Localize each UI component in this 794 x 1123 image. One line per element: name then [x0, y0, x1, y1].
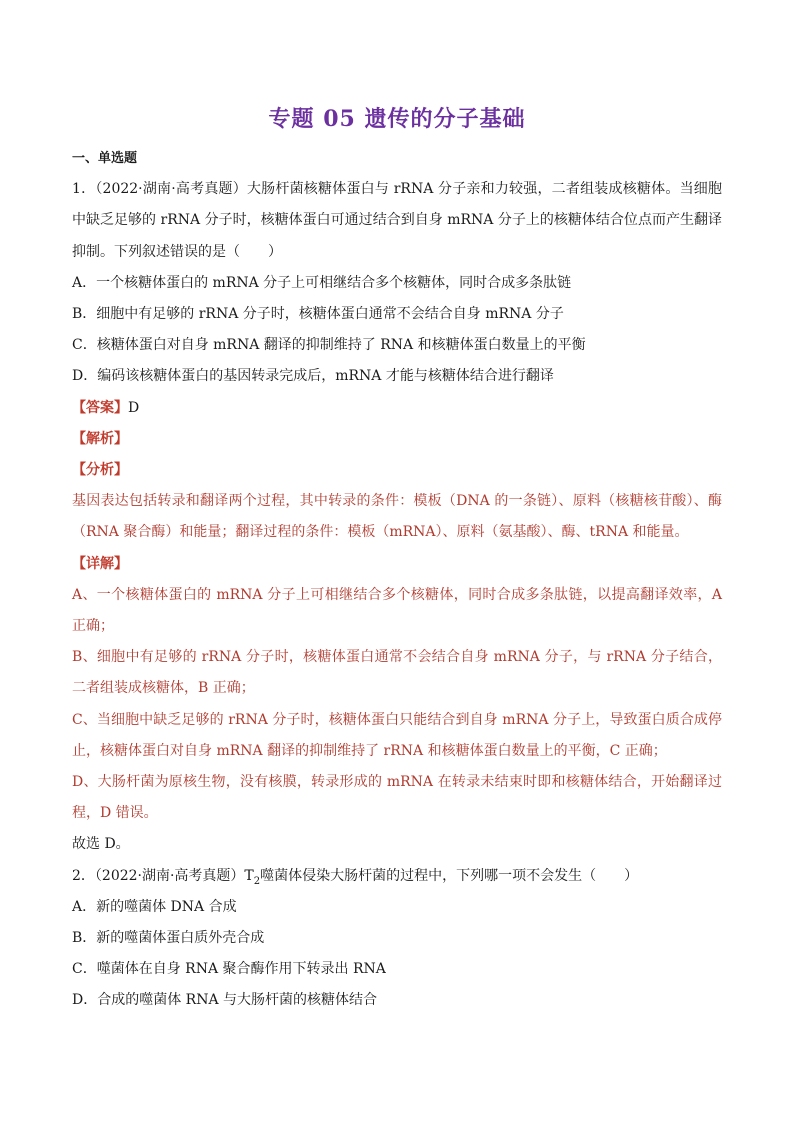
fenxi-label: 【分析】 [72, 462, 128, 479]
question-1-option-c: C．核糖体蛋白对自身 mRNA 翻译的抑制维持了 RNA 和核糖体蛋白数量上的平衡 [72, 337, 586, 354]
question-2-option-b: B．新的噬菌体蛋白质外壳合成 [72, 930, 265, 947]
question-2-subscript: 2 [253, 875, 261, 887]
question-1-option-b: B．细胞中有足够的 rRNA 分子时，核糖体蛋白通常不会结合自身 mRNA 分子 [72, 306, 564, 323]
answer-line [72, 393, 722, 424]
conclusion: 故选 D。 [72, 836, 130, 853]
question-2-stem-before: 2．（2022·湖南·高考真题）T [72, 867, 254, 884]
section-heading: 一、单选题 [72, 151, 138, 166]
document-body [72, 143, 722, 1017]
fenxi-text: 基因表达包括转录和翻译两个过程，其中转录的条件：模板（DNA 的一条链）、原料（核糖核苷酸）、酶（RNA 聚合酶）和能量；翻译过程的条件：模板（mRNA）、原料（氨基酸）、酶、tRNA 和能量。 [72, 493, 722, 541]
question-1-option-d: D．编码该核糖体蛋白的基因转录完成后，mRNA 才能与核糖体结合进行翻译 [72, 368, 554, 385]
question-2-stem [72, 861, 722, 892]
detail-line-a: A、一个核糖体蛋白的 mRNA 分子上可相继结合多个核糖体，同时合成多条肽链，以提高翻译效率，A 正确； [72, 586, 722, 635]
detail-line-b: B、细胞中有足够的 rRNA 分子时，核糖体蛋白通常不会结合自身 mRNA 分子，与 rRNA 分子结合，二者组装成核糖体，B 正确； [72, 649, 722, 697]
question-2-option-a: A．新的噬菌体 DNA 合成 [72, 898, 237, 915]
page-title: 专题 05 遗传的分子基础 [268, 106, 526, 132]
detail-label: 【详解】 [72, 555, 128, 572]
question-1-stem: 1．（2022·湖南·高考真题）大肠杆菌核糖体蛋白与 rRNA 分子亲和力较强，二者组装成核糖体。当细胞中缺乏足够的 rRNA 分子时，核糖体蛋白可通过结合到自身 mRNA 分子上的核糖体结合位点而产生翻译抑制。下列叙述错误的是（ ） [72, 181, 722, 260]
answer-value: D [128, 399, 140, 416]
question-2-option-c: C．噬菌体在自身 RNA 聚合酶作用下转录出 RNA [72, 961, 386, 978]
analysis-label: 【解析】 [72, 430, 128, 447]
detail-line-d: D、大肠杆菌为原核生物，没有核膜，转录形成的 mRNA 在转录未结束时即和核糖体结合，开始翻译过程，D 错误。 [72, 774, 722, 822]
question-2-option-d: D．合成的噬菌体 RNA 与大肠杆菌的核糖体结合 [72, 992, 378, 1009]
answer-label: 【答案】 [72, 399, 128, 416]
detail-line-c: C、当细胞中缺乏足够的 rRNA 分子时，核糖体蛋白只能结合到自身 mRNA 分子上，导致蛋白质合成停止，核糖体蛋白对自身 mRNA 翻译的抑制维持了 rRNA 和核糖体蛋白数量上的平衡，C 正确； [72, 711, 722, 759]
question-1-option-a: A．一个核糖体蛋白的 mRNA 分子上可相继结合多个核糖体，同时合成多条肽链 [72, 274, 572, 291]
question-2-stem-after: 噬菌体侵染大肠杆菌的过程中，下列哪一项不会发生（ ） [260, 867, 639, 884]
